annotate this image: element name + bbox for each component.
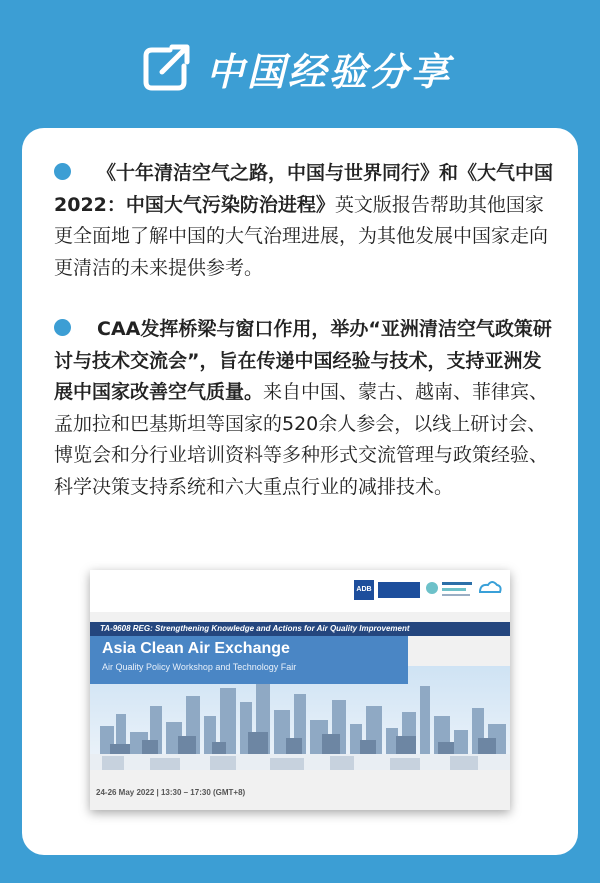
poster-title: Asia Clean Air Exchange <box>102 640 290 657</box>
paragraph-exchange <box>54 314 560 503</box>
poster-date: 24-26 May 2022 | 13:30 – 17:30 (GMT+8) <box>96 788 246 797</box>
header <box>0 0 600 120</box>
content-card <box>22 128 578 855</box>
bullet-dot <box>54 319 71 336</box>
header-inner <box>140 38 452 98</box>
share-arrow-icon <box>140 42 192 94</box>
poster-subtitle: Air Quality Policy Workshop and Technology Fair <box>102 662 297 672</box>
adb-logo: ADB <box>354 580 374 600</box>
paragraph-exchange-text: 来自中国、蒙古、越南、菲律宾、孟加拉和巴基斯坦等国家的520余人参会，以线上研讨会、博览会和分行业培训资料等多种形式交流管理与政策经验、科学决策支持系统和六大重点行业的减排技术。 <box>54 381 549 498</box>
clean-air-logo <box>424 576 502 604</box>
partner-logo <box>378 582 420 598</box>
bullet-dot <box>54 163 71 180</box>
poster-logo-bar <box>90 570 510 612</box>
event-poster-image <box>90 570 510 810</box>
paragraph-reports-bold: 《十年清洁空气之路，中国与世界同行》和《大气中国2022：中国大气污染防治进程》 <box>54 162 554 216</box>
paragraph-reports-text: 英文版报告帮助其他国家更全面地了解中国的大气治理进展，为其他发展中国家走向更清洁的未来提供参考。 <box>54 193 549 279</box>
poster-title-box <box>90 636 408 684</box>
paragraph-exchange-bold: CAA发挥桥梁与窗口作用，举办“亚洲清洁空气政策研讨与技术交流会”，旨在传递中国经验与技术，支持亚洲发展中国家改善空气质量。 <box>54 318 552 403</box>
poster-band-text: TA-9608 REG: Strengthening Knowledge and Actions for Air Quality Improvement <box>90 622 510 636</box>
page-title: 中国经验分享 <box>206 49 453 94</box>
paragraph-reports <box>54 158 560 284</box>
